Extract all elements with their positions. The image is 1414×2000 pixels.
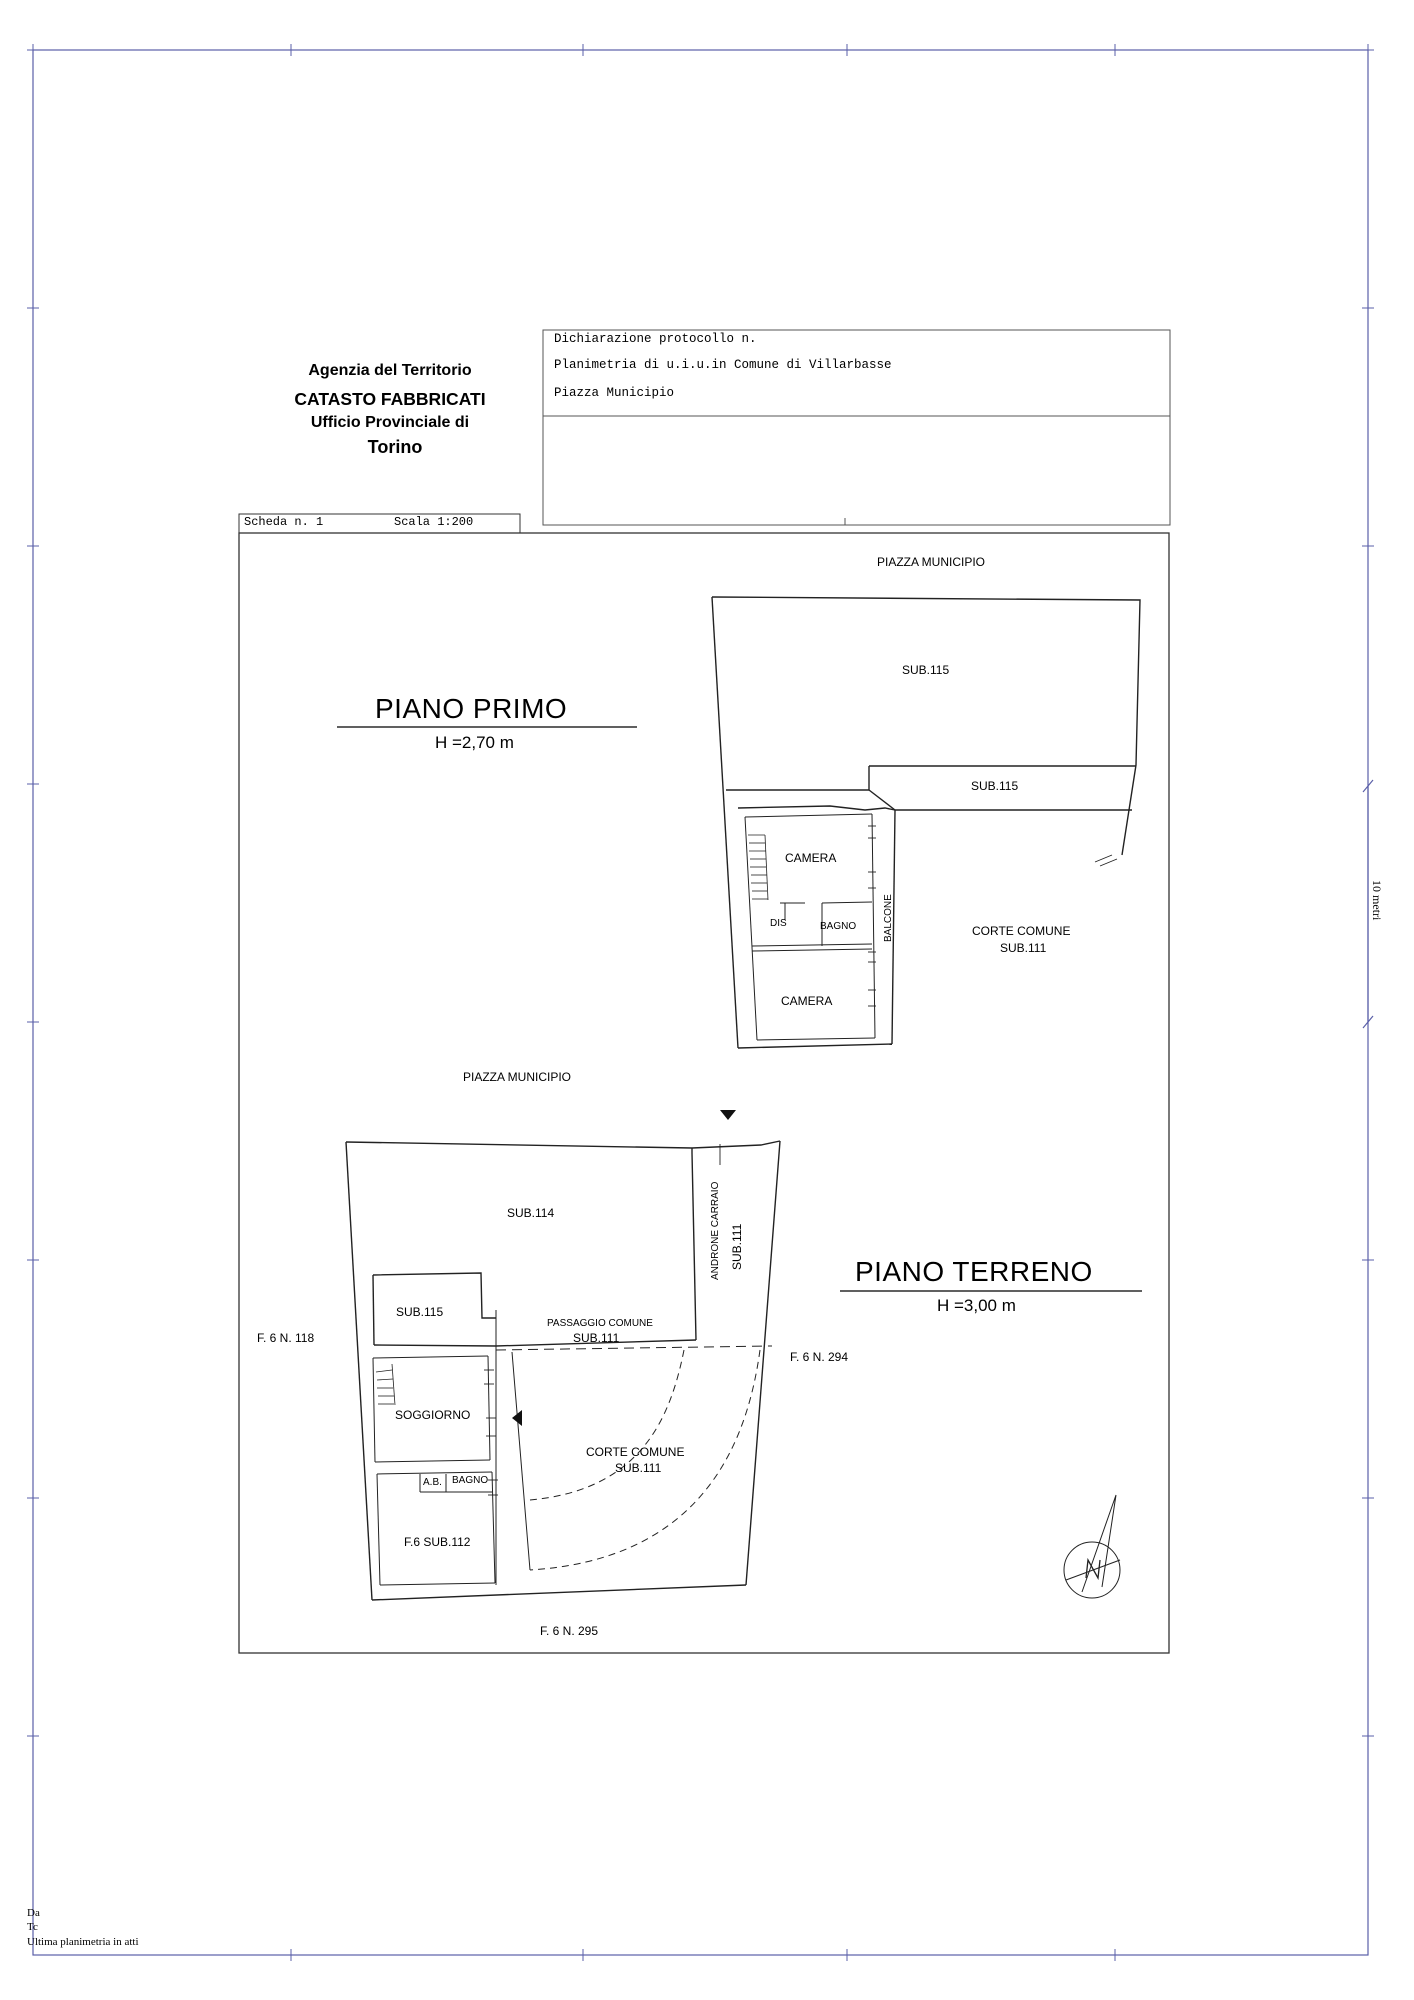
terreno-passaggio: PASSAGGIO COMUNE (547, 1318, 653, 1329)
terreno-sub114: SUB.114 (507, 1206, 555, 1220)
scheda-scale: Scala 1:200 (394, 515, 474, 529)
primo-corte-comune: CORTE COMUNE (972, 924, 1071, 938)
terreno-corte-sub: SUB.111 (615, 1461, 662, 1475)
terreno-androne: ANDRONE CARRAIO (710, 1181, 721, 1280)
planimetria-label: Planimetria di u.i.u.in Comune di Villarbasse (554, 358, 892, 372)
primo-sub115-top: SUB.115 (902, 663, 950, 677)
terreno-soggiorno: SOGGIORNO (395, 1408, 471, 1422)
entrance-arrow-top (720, 1110, 736, 1120)
protocol-label: Dichiarazione protocollo n. (554, 332, 757, 346)
neighbor-south: F. 6 N. 295 (540, 1624, 599, 1638)
address-label: Piazza Municipio (554, 386, 675, 400)
piano-terreno-height: H =3,00 m (937, 1296, 1016, 1315)
terreno-androne-sub: SUB.111 (730, 1223, 744, 1270)
terreno-bagno: BAGNO (452, 1475, 489, 1486)
primo-street-label: PIAZZA MUNICIPIO (877, 555, 986, 569)
primo-dis: DIS (770, 918, 787, 929)
primo-balcone: BALCONE (883, 894, 894, 942)
terreno-corte-comune: CORTE COMUNE (586, 1445, 685, 1459)
terreno-ab: A.B. (423, 1477, 442, 1488)
piano-primo-title: PIANO PRIMO (375, 693, 568, 724)
footer-line-2: Tc (27, 1921, 38, 1933)
terreno-f6-sub112: F.6 SUB.112 (404, 1535, 471, 1549)
ufficio-label: Ufficio Provinciale di (310, 414, 470, 431)
terreno-sub115: SUB.115 (396, 1305, 444, 1319)
scheda-number: Scheda n. 1 (244, 515, 324, 529)
primo-camera-bottom: CAMERA (781, 994, 833, 1008)
footer-line-3: Ultima planimetria in atti (27, 1936, 139, 1948)
neighbor-west: F. 6 N. 118 (257, 1331, 315, 1345)
primo-camera-top: CAMERA (785, 851, 837, 865)
neighbor-east: F. 6 N. 294 (790, 1350, 849, 1364)
piano-primo-height: H =2,70 m (435, 733, 514, 752)
terreno-passaggio-sub: SUB.111 (573, 1331, 620, 1345)
primo-corte-sub: SUB.111 (1000, 941, 1047, 955)
primo-bagno: BAGNO (820, 921, 857, 932)
piano-terreno-title: PIANO TERRENO (855, 1256, 1093, 1287)
agency-name: Agenzia del Territorio (308, 362, 472, 379)
footer-line-1: Da (27, 1907, 40, 1919)
terreno-street-label: PIAZZA MUNICIPIO (463, 1070, 572, 1084)
primo-sub115-strip: SUB.115 (971, 779, 1019, 793)
catasto-title: CATASTO FABBRICATI (294, 389, 486, 409)
city-name: Torino (367, 437, 423, 457)
scale-bar-label: 10 metri (1370, 880, 1384, 921)
north-arrow-icon (1064, 1495, 1120, 1598)
